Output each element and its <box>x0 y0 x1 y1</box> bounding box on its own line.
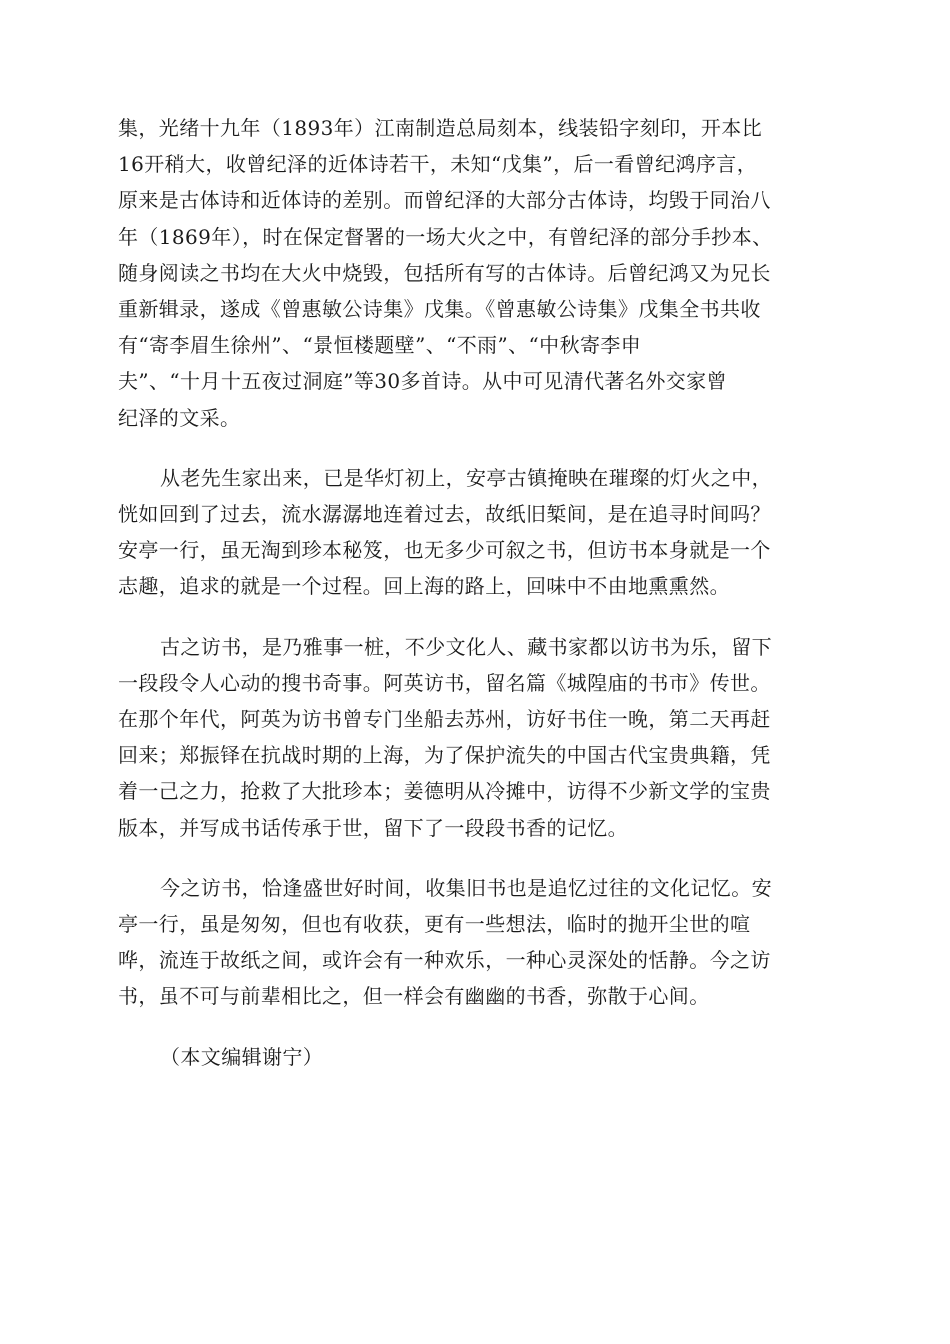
text-line: 纪泽的文采。 <box>118 405 241 430</box>
text-line: 在那个年代，阿英为访书曾专门坐船去苏州，访好书住一晚，第二天再赶 <box>118 707 771 732</box>
editor-note <box>118 1039 836 1075</box>
text-line: 集，光绪十九年（1893年）江南制造总局刻本，线装铅字刻印，开本比 <box>118 116 763 140</box>
text-line: 一段段令人心动的搜书奇事。阿英访书，留名篇《城隍庙的书市》传世。 <box>118 670 771 695</box>
paragraph-1 <box>118 110 836 436</box>
text-line: 随身阅读之书均在大火中烧毁，包括所有写的古体诗。后曾纪鸿又为兄长 <box>118 260 771 285</box>
text-line: 今之访书，恰逢盛世好时间，收集旧书也是追忆过往的文化记忆。安 <box>160 875 772 900</box>
text-line: 安亭一行，虽无淘到珍本秘笈，也无多少可叙之书，但访书本身就是一个 <box>118 538 771 563</box>
paragraph-4 <box>118 870 836 1015</box>
text-line: 16开稍大，收曾纪泽的近体诗若干，未知“戊集”，后一看曾纪鸿序言， <box>118 152 758 177</box>
text-line: 恍如回到了过去，流水潺潺地连着过去，故纸旧椠间，是在追寻时间吗？ <box>118 502 771 527</box>
text-line: 从老先生家出来，已是华灯初上，安亭古镇掩映在璀璨的灯火之中， <box>160 465 772 490</box>
paragraph-spacer <box>118 436 836 460</box>
text-line: 着一己之力，抢救了大批珍本；姜德明从冷摊中，访得不少新文学的宝贵 <box>118 779 771 804</box>
document-page <box>118 110 836 1075</box>
paragraph-spacer <box>118 605 836 629</box>
editor-credit: （本文编辑谢宁） <box>160 1044 324 1069</box>
text-line: 原来是古体诗和近体诗的差别。而曾纪泽的大部分古体诗，均毁于同治八 <box>118 188 771 213</box>
paragraph-spacer <box>118 1015 836 1039</box>
text-line: 有“寄李眉生徐州”、“景恒楼题壁”、“不雨”、“中秋寄李申 <box>118 333 642 358</box>
text-line: 版本，并写成书话传承于世，留下了一段段书香的记忆。 <box>118 815 628 840</box>
text-line: 书，虽不可与前辈相比之，但一样会有幽幽的书香，弥散于心间。 <box>118 984 710 1009</box>
text-line: 哗，流连于故纸之间，或许会有一种欢乐，一种心灵深处的恬静。今之访 <box>118 948 771 973</box>
paragraph-3 <box>118 629 836 846</box>
paragraph-spacer <box>118 846 836 870</box>
text-line: 回来；郑振铎在抗战时期的上海，为了保护流失的中国古代宝贵典籍，凭 <box>118 743 771 768</box>
text-line: 亭一行，虽是匆匆，但也有收获，更有一些想法，临时的抛开尘世的喧 <box>118 912 751 937</box>
text-line: 重新辑录，遂成《曾惠敏公诗集》戊集。《曾惠敏公诗集》戊集全书共收 <box>118 297 761 322</box>
text-line: 古之访书，是乃雅事一桩，不少文化人、藏书家都以访书为乐，留下 <box>160 634 772 659</box>
text-line: 志趣，追求的就是一个过程。回上海的路上，回味中不由地熏熏然。 <box>118 574 730 599</box>
text-line: 年（1869年），时在保定督署的一场大火之中，有曾纪泽的部分手抄本、 <box>118 224 773 249</box>
text-line: 夫”、“十月十五夜过洞庭”等30多首诗。从中可见清代著名外交家曾 <box>118 369 727 394</box>
paragraph-2 <box>118 460 836 605</box>
